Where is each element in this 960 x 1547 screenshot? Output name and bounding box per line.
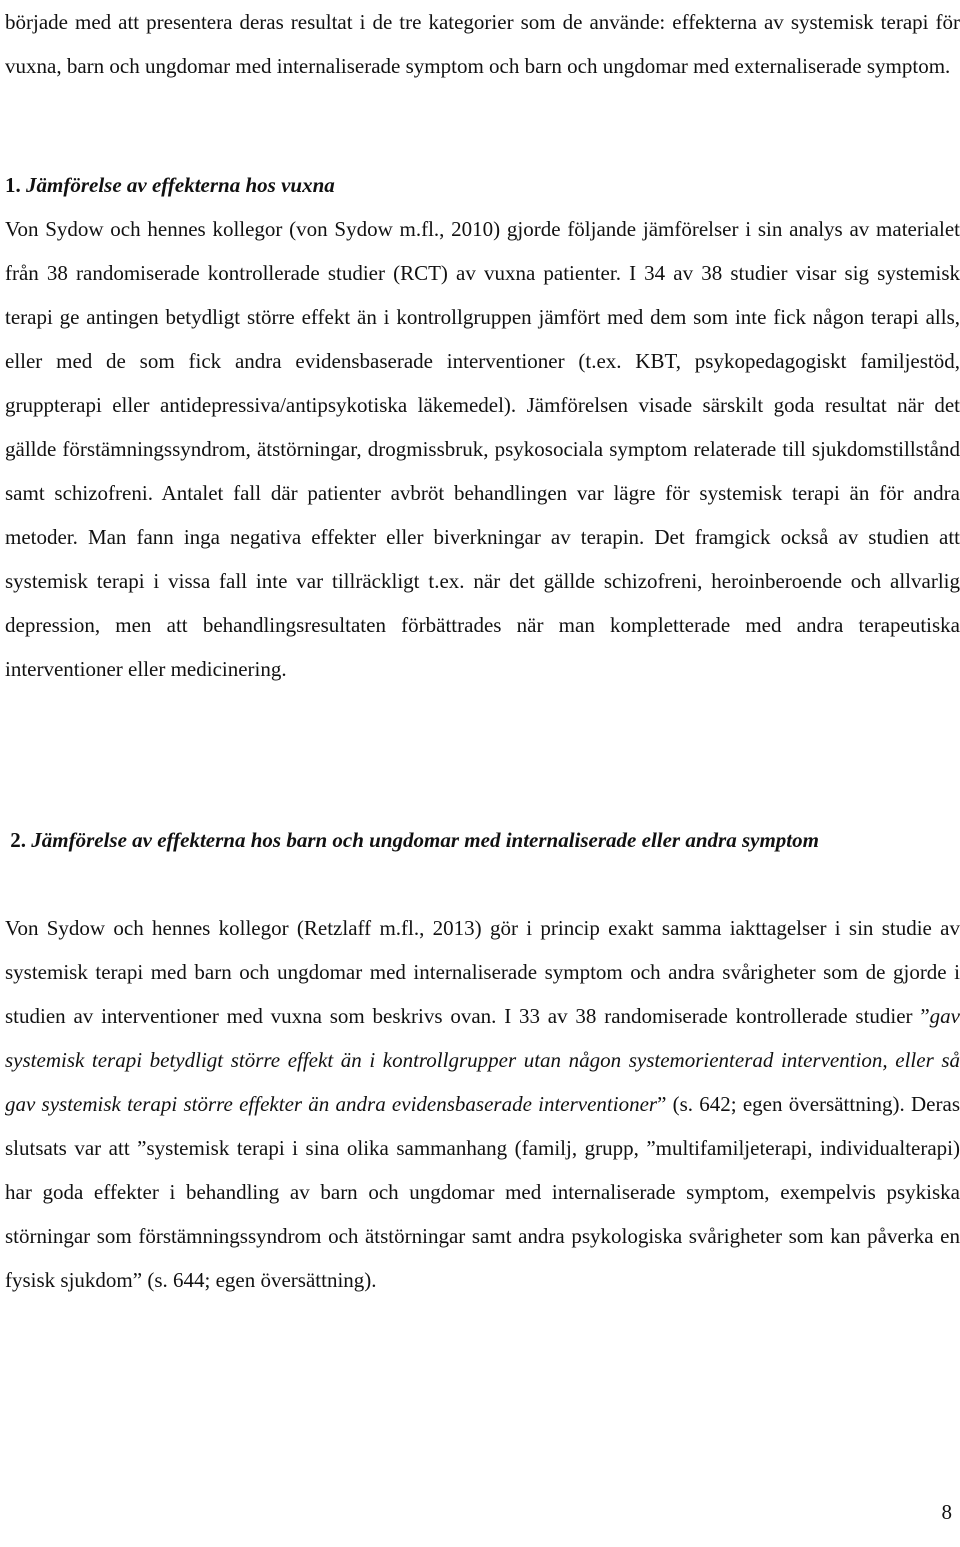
section-heading-1 xyxy=(5,163,960,207)
section-title-1: Jämförelse av effekterna hos vuxna xyxy=(26,173,335,197)
section-body-2-quote: gav systemisk terapi betydligt större effekt än i kontrollgrupper utan någon systemorienterad intervention, eller så gav systemisk terapi större effekter än andra evidensbaserade interventioner xyxy=(5,1004,960,1116)
section-title-2: Jämförelse av effekterna hos barn och ungdomar med internaliserade eller andra symptom xyxy=(31,828,819,852)
section-body-1: Von Sydow och hennes kollegor (von Sydow m.fl., 2010) gjorde följande jämförelser i sin analys av materialet från 38 randomiserade kontrollerade studier (RCT) av vuxna patienter. I 34 av 38 studier visar sig systemisk terapi ge antingen betydligt större effekt än i kontrollgruppen jämfört med dem som inte fick någon terapi alls, eller med de som fick andra evidensbaserade interventioner (t.ex. KBT, psykopedagogiskt familjestöd, gruppterapi eller antidepressiva/antipsykotiska läkemedel). Jämförelsen visade särskilt goda resultat när det gällde förstämningssyndrom, ätstörningar, drogmissbruk, psykosociala symptom relaterade till sjukdomstillstånd samt schizofreni. Antalet fall där patienter avbröt behandlingen var lägre för systemisk terapi än för andra metoder. Man fann inga negativa effekter eller biverkningar av terapin. Det framgick också av studien att systemisk terapi i vissa fall inte var tillräckligt t.ex. när det gällde schizofreni, heroinberoende och allvarlig depression, men att behandlingsresultaten förbättrades när man kompletterade med andra terapeutiska interventioner eller medicinering. xyxy=(5,217,960,681)
page-number: 8 xyxy=(941,1500,952,1524)
section-body-2-end: ” (s. 642; egen översättning). Deras slutsats var att ”systemisk terapi i sina olika sammanhang (familj, grupp, ”multifamiljeterapi, individualterapi) har goda effekter i behandling av barn och ungdomar med internaliserade symptom, exempelvis psykiska störningar som förstämningssyndrom och ätstörningar samt andra psykologiska svårigheter som kan påverka en fysisk sjukdom” (s. 644; egen översättning). xyxy=(5,1092,960,1292)
section-heading-2 xyxy=(5,818,960,862)
document-page xyxy=(5,0,960,1547)
section-body-2-start: Von Sydow och hennes kollegor (Retzlaff m.fl., 2013) gör i princip exakt samma iakttagelser i sin studie av systemisk terapi med barn och ungdomar med internaliserade symptom och andra svårigheter som de gjorde i studien av interventioner med vuxna som beskrivs ovan. I 33 av 38 randomiserade kontrollerade studier ” xyxy=(5,916,960,1028)
section-number-2: 2. xyxy=(10,828,26,852)
section-number-1: 1. xyxy=(5,173,21,197)
intro-paragraph: började med att presentera deras resultat i de tre kategorier som de använde: effekterna av systemisk terapi för vuxna, barn och ungdomar med internaliserade symptom och barn och ungdomar med externaliserade symptom. xyxy=(5,10,960,78)
section-body-2 xyxy=(5,906,960,1302)
